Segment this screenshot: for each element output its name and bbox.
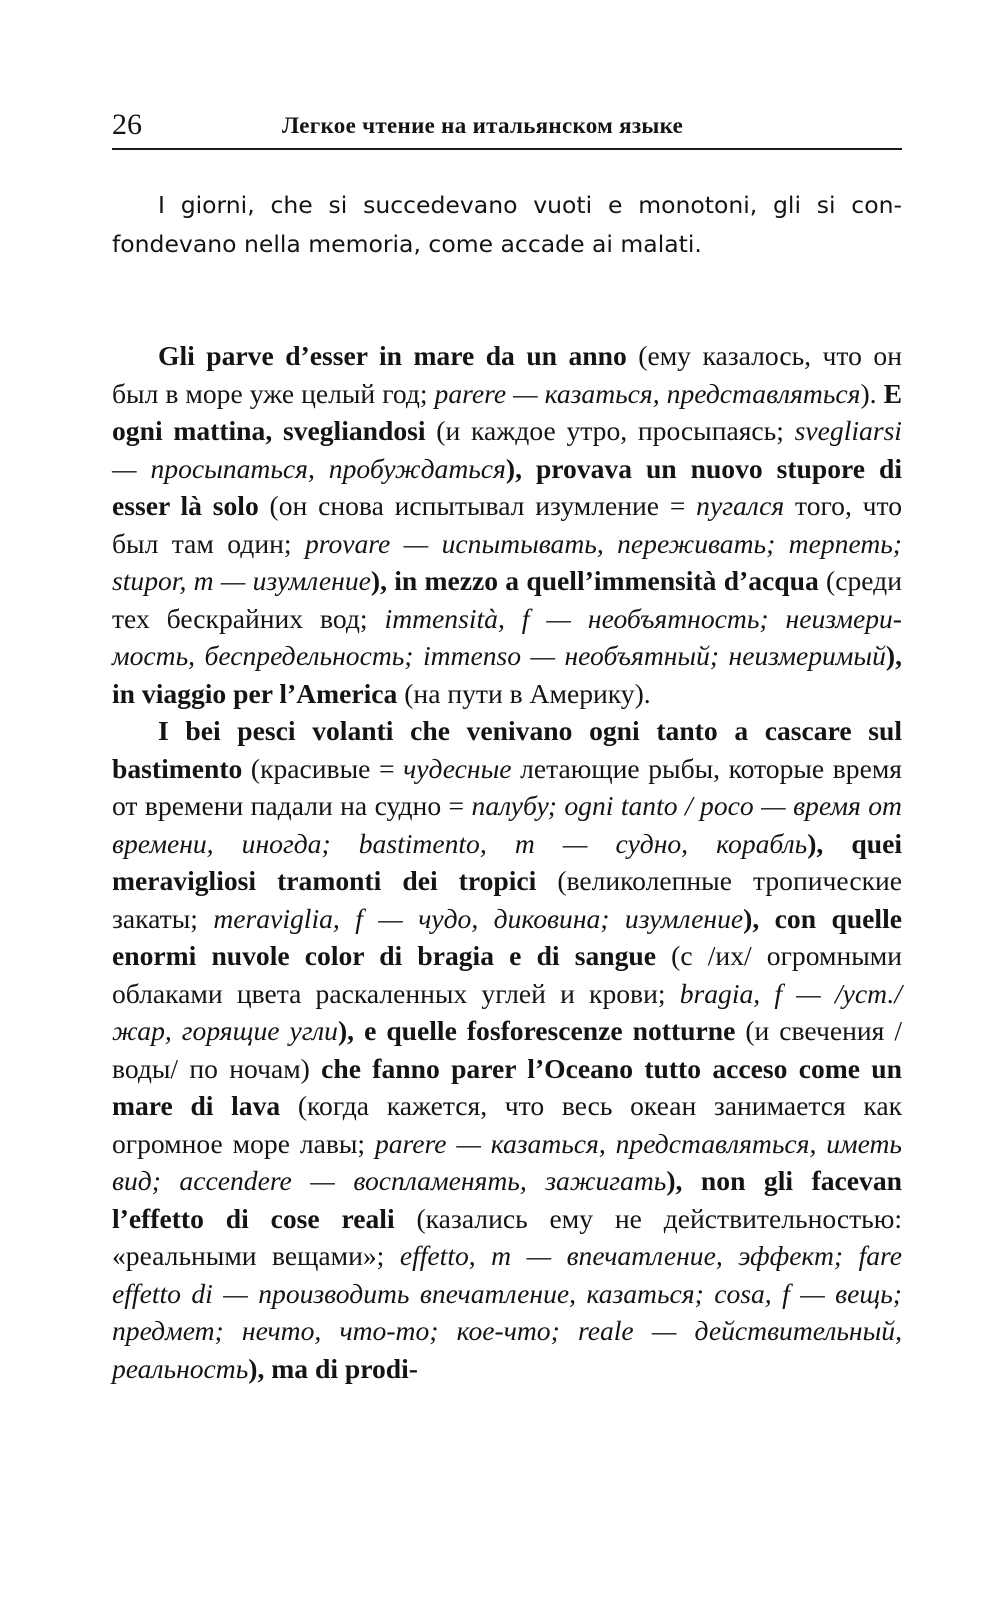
translation-text: (и свечения /воды/ по ночам) xyxy=(112,1015,902,1084)
italian-phrase: ), xyxy=(807,827,852,859)
translation-text: летающие рыбы, которые время от времени падали на судно = xyxy=(112,752,903,821)
dictionary-gloss: bragia, f — /уст./ жар, горящие угли xyxy=(112,977,902,1046)
translation-text: (казались ему не действительностью: «реальными вещами»; xyxy=(112,1202,902,1271)
page-header xyxy=(112,104,902,150)
italian-phrase: ma di prodi- xyxy=(271,1352,418,1384)
italian-phrase: ), xyxy=(743,902,775,934)
italian-phrase: E ogni mattina, svegliandosi xyxy=(112,377,902,446)
italian-phrase: non gli facevan l’effetto di cose reali xyxy=(112,1165,902,1234)
paragraph-2 xyxy=(112,712,902,1387)
dictionary-gloss: svegliarsi — просыпаться, пробуждаться xyxy=(112,415,902,484)
italian-phrase: ), xyxy=(885,640,902,671)
intro-paragraph: I giorni, che si succedevano vuoti e monotoni, gli si confondevano nella memoria, come accade ai malati. xyxy=(112,191,902,258)
italian-phrase: ), xyxy=(666,1165,701,1196)
translation-text: ). xyxy=(860,377,884,409)
paragraph-1 xyxy=(112,337,902,712)
dictionary-gloss: пугался xyxy=(696,490,785,521)
translation-text: (с /их/ огромными облаками цвета раскаленных углей и крови; xyxy=(112,940,902,1009)
translation-text: (красивые = xyxy=(242,752,404,784)
translation-text: (на пути в Америку). xyxy=(397,677,651,709)
italian-phrase: in mezzo a quell’immensità d’acqua xyxy=(394,565,819,596)
italian-phrase: ), xyxy=(370,565,395,596)
translation-text: (и каждое утро, просыпаясь; xyxy=(425,415,795,446)
dictionary-gloss: meraviglia, f — чудо, диковина; изумление xyxy=(213,902,744,934)
italian-phrase: ), xyxy=(337,1015,365,1046)
translation-text: (великолепные тропические закаты; xyxy=(112,865,902,934)
dictionary-gloss: immensità, f — необъятность; неизмеримость, беспредельность; immenso — необъятный; неизмеримый xyxy=(112,602,902,671)
italian-phrase: ), xyxy=(248,1352,272,1384)
translation-text: (когда кажется, что весь океан занимается как огромное море лавы; xyxy=(112,1090,902,1159)
running-title: Легкое чтение на итальянском языке xyxy=(282,113,684,138)
dictionary-gloss: provare — испытывать, переживать; терпеть; stupor, m — изумление xyxy=(112,527,902,596)
page-number: 26 xyxy=(112,108,142,141)
italian-phrase: provava un nuovo stupore di esser là solo xyxy=(112,452,902,521)
dictionary-gloss: parere — казаться, представляться xyxy=(434,377,861,409)
italian-phrase: I bei pesci volanti che venivano ogni tanto a cascare sul bastimento xyxy=(112,715,902,784)
annotated-text xyxy=(112,337,902,1387)
italian-phrase: quei meravigliosi tramonti dei tropici xyxy=(112,827,902,896)
italian-phrase: ), xyxy=(505,452,536,484)
translation-text: (среди тех бескрайних вод; xyxy=(112,565,902,634)
italian-phrase: Gli parve d’esser in mare da un anno xyxy=(158,340,627,371)
translation-text: (он снова испытывал изумление = xyxy=(258,490,697,521)
dictionary-gloss: палубу; ogni tanto / poco — время от времени, иногда; bastimento, m — судно, корабль xyxy=(112,790,902,859)
translation-text: того, что был там один; xyxy=(112,490,902,559)
italian-phrase: in viaggio per l’America xyxy=(112,677,398,709)
translation-text: (ему казалось, что он был в море уже целый год; xyxy=(112,340,902,409)
dictionary-gloss: parere — казаться, представляться, иметь вид; accendere — воспламенять, зажигать xyxy=(112,1127,902,1196)
italian-phrase: che fanno parer l’Oceano tutto acceso come un mare di lava xyxy=(112,1052,902,1121)
dictionary-gloss: effetto, m — впечатление, эффект; fare effetto di — производить впечатление, казаться; cosa, f — вещь; предмет; нечто, что-то; кое-что; reale — действительный, реальность xyxy=(112,1240,903,1384)
italian-phrase: con quelle enormi nuvole color di bragia e di sangue xyxy=(112,902,902,971)
dictionary-gloss: чудесные xyxy=(403,752,512,784)
italian-phrase: e quelle fosforescenze notturne xyxy=(364,1015,736,1046)
